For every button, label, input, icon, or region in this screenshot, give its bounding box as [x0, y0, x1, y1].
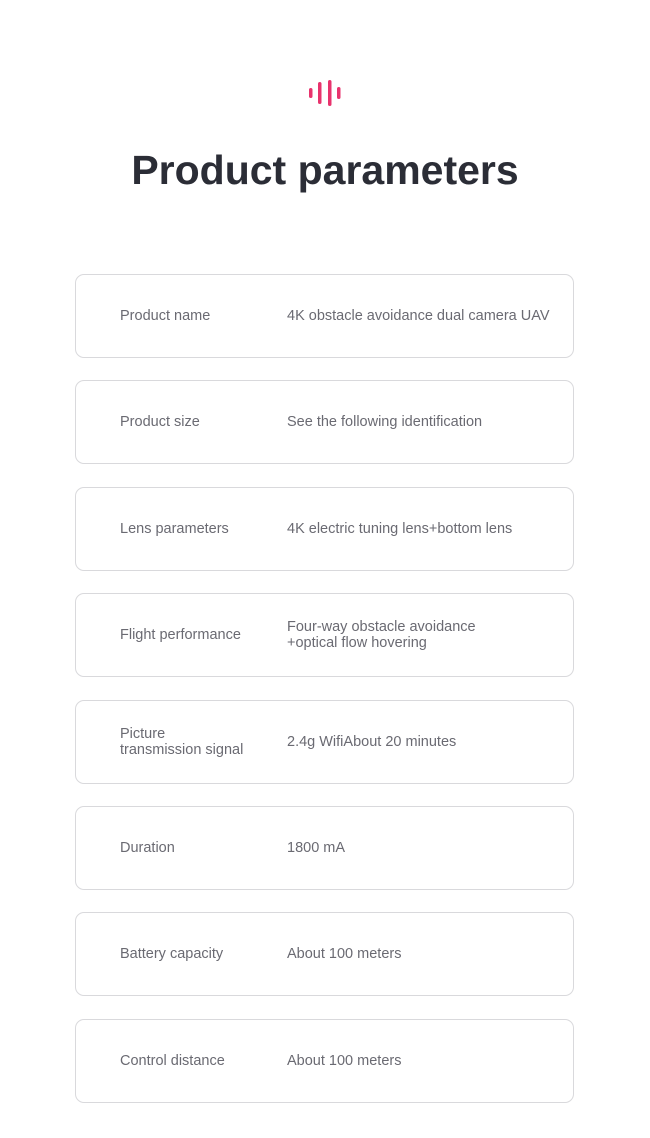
param-label: Battery capacity — [120, 946, 224, 963]
param-label: Flight performance — [120, 627, 241, 644]
param-label: Duration — [120, 839, 175, 856]
param-value: 2.4g WifiAbout 20 minutes — [287, 733, 457, 750]
param-row-lens-parameters — [75, 487, 574, 571]
param-label: Lens parameters — [120, 520, 229, 537]
parameters-list — [75, 274, 574, 1125]
param-value: See the following identification — [287, 414, 483, 431]
param-row-duration — [75, 806, 574, 890]
param-value: 4K electric tuning lens+bottom lens — [287, 520, 513, 537]
param-value: Four-way obstacle avoidance +optical flow hovering — [287, 619, 476, 652]
param-label: Picture transmission signal — [120, 725, 244, 758]
param-label: Product name — [120, 308, 211, 324]
param-row-product-name — [75, 274, 574, 358]
param-row-control-distance — [75, 1019, 574, 1103]
param-label: Product size — [120, 414, 200, 431]
param-value: 4K obstacle avoidance dual camera UAV — [287, 308, 550, 324]
param-value: 1800 mA — [287, 839, 346, 856]
page-title: Product parameters — [131, 147, 519, 193]
param-row-product-size — [75, 380, 574, 464]
param-label: Control distance — [120, 1052, 225, 1069]
param-row-picture-transmission — [75, 700, 574, 784]
param-value: About 100 meters — [287, 1052, 402, 1069]
param-row-battery-capacity — [75, 912, 574, 996]
param-row-flight-performance — [75, 593, 574, 677]
brand-logo — [309, 80, 341, 106]
param-value: About 100 meters — [287, 946, 402, 963]
sound-wave-icon — [309, 80, 341, 106]
